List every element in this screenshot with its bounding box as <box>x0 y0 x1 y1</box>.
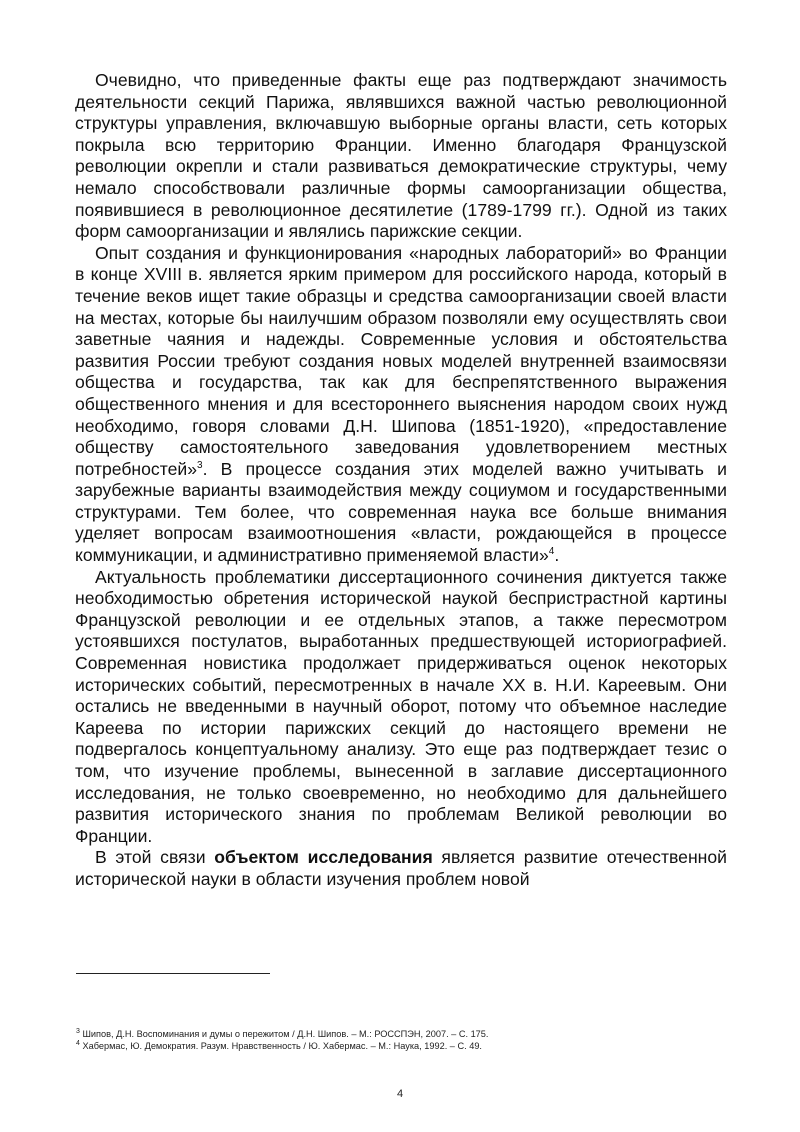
page-number: 4 <box>396 1088 404 1100</box>
footnote-4 <box>76 1040 726 1052</box>
footnote-text: Хабермас, Ю. Демократия. Разум. Нравственность / Ю. Хабермас. – М.: Наука, 1992. – С. 49. <box>82 1041 482 1051</box>
bold-term-research-object: объектом исследования <box>214 847 433 868</box>
body-text <box>75 70 727 891</box>
footnotes <box>76 1028 726 1052</box>
footnote-3 <box>76 1028 726 1040</box>
paragraph-text-part: является развитие отечественной исторической науки в области изучения проблем новой <box>75 847 727 889</box>
footnote-ref-4[interactable]: 4 <box>548 546 555 558</box>
footnote-separator <box>76 973 270 974</box>
paragraph-relevance: Актуальность проблематики диссертационного сочинения диктуется также необходимостью обретения исторической наукой беспристрастной картины Французской революции и ее отдельных этапов, а также пересмотром устоявшихся постулатов, выработанных предшествующей историографией. Современная новистика продолжает придерживаться оценок некоторых исторических событий, пересмотренных в начале XX в. Н.И. Кареевым. Они остались не введенными в научный оборот, потому что объемное наследие Кареева по истории парижских секций до настоящего времени не подвергалось концептуальному анализу. Это еще раз подтверждает тезис о том, что изучение проблемы, вынесенной в заглавие диссертационного исследования, не только своевременно, но необходимо для дальнейшего развития исторического знания по проблемам Великой революции во Франции. <box>75 566 727 846</box>
footnote-ref-3[interactable]: 3 <box>197 459 203 471</box>
footnote-number: 4 <box>76 1039 80 1047</box>
paragraph-text-part: . <box>554 545 560 566</box>
footnote-number: 3 <box>76 1027 80 1035</box>
paragraph-research-object <box>75 847 727 890</box>
paragraph-text-part: . В процессе создания этих моделей важно учитывать и зарубежные варианты взаимодействия между социумом и государственными структурами. Тем более, что современная наука все больше внимания уделяет вопросам взаимоотношения «власти, рождающейся в процессе коммуникации, и административно применяемой власти» <box>75 458 727 566</box>
paragraph-people-laboratories <box>75 243 727 567</box>
footnote-text: Шипов, Д.Н. Воспоминания и думы о пережитом / Д.Н. Шипов. – М.: РОССПЭН, 2007. – С. 175. <box>82 1029 489 1039</box>
paragraph-text-part: Опыт создания и функционирования «народных лабораторий» во Франции в конце XVIII в. является ярким примером для российского народа, который в течение веков ищет такие образцы и средства самоорганизации своей власти на местах, которые бы наилучшим образом позволяли ему осуществлять свои заветные чаяния и надежды. Современные условия и обстоятельства развития России требуют создания новых моделей внутренней взаимосвязи общества и государства, так как для беспрепятственного выражения общественного мнения и для всестороннего выяснения народом своих нужд необходимо, говоря словами Д.Н. Шипова (1851-1920), «предоставление обществу самостоятельного заведования удовлетворением местных потребностей» <box>75 242 727 479</box>
paragraph-text-part: В этой связи <box>95 847 215 868</box>
paragraph-significance-of-sections: Очевидно, что приведенные факты еще раз подтверждают значимость деятельности секций Парижа, являвшихся важной частью революционной структуры управления, включавшую выборные органы власти, сеть которых покрыла всю территорию Франции. Именно благодаря Французской революции окрепли и стали развиваться демократические структуры, чему немало способствовали различные формы самоорганизации общества, появившиеся в революционное десятилетие (1789-1799 гг.). Одной из таких форм самоорганизации и являлись парижские секции. <box>75 70 727 242</box>
